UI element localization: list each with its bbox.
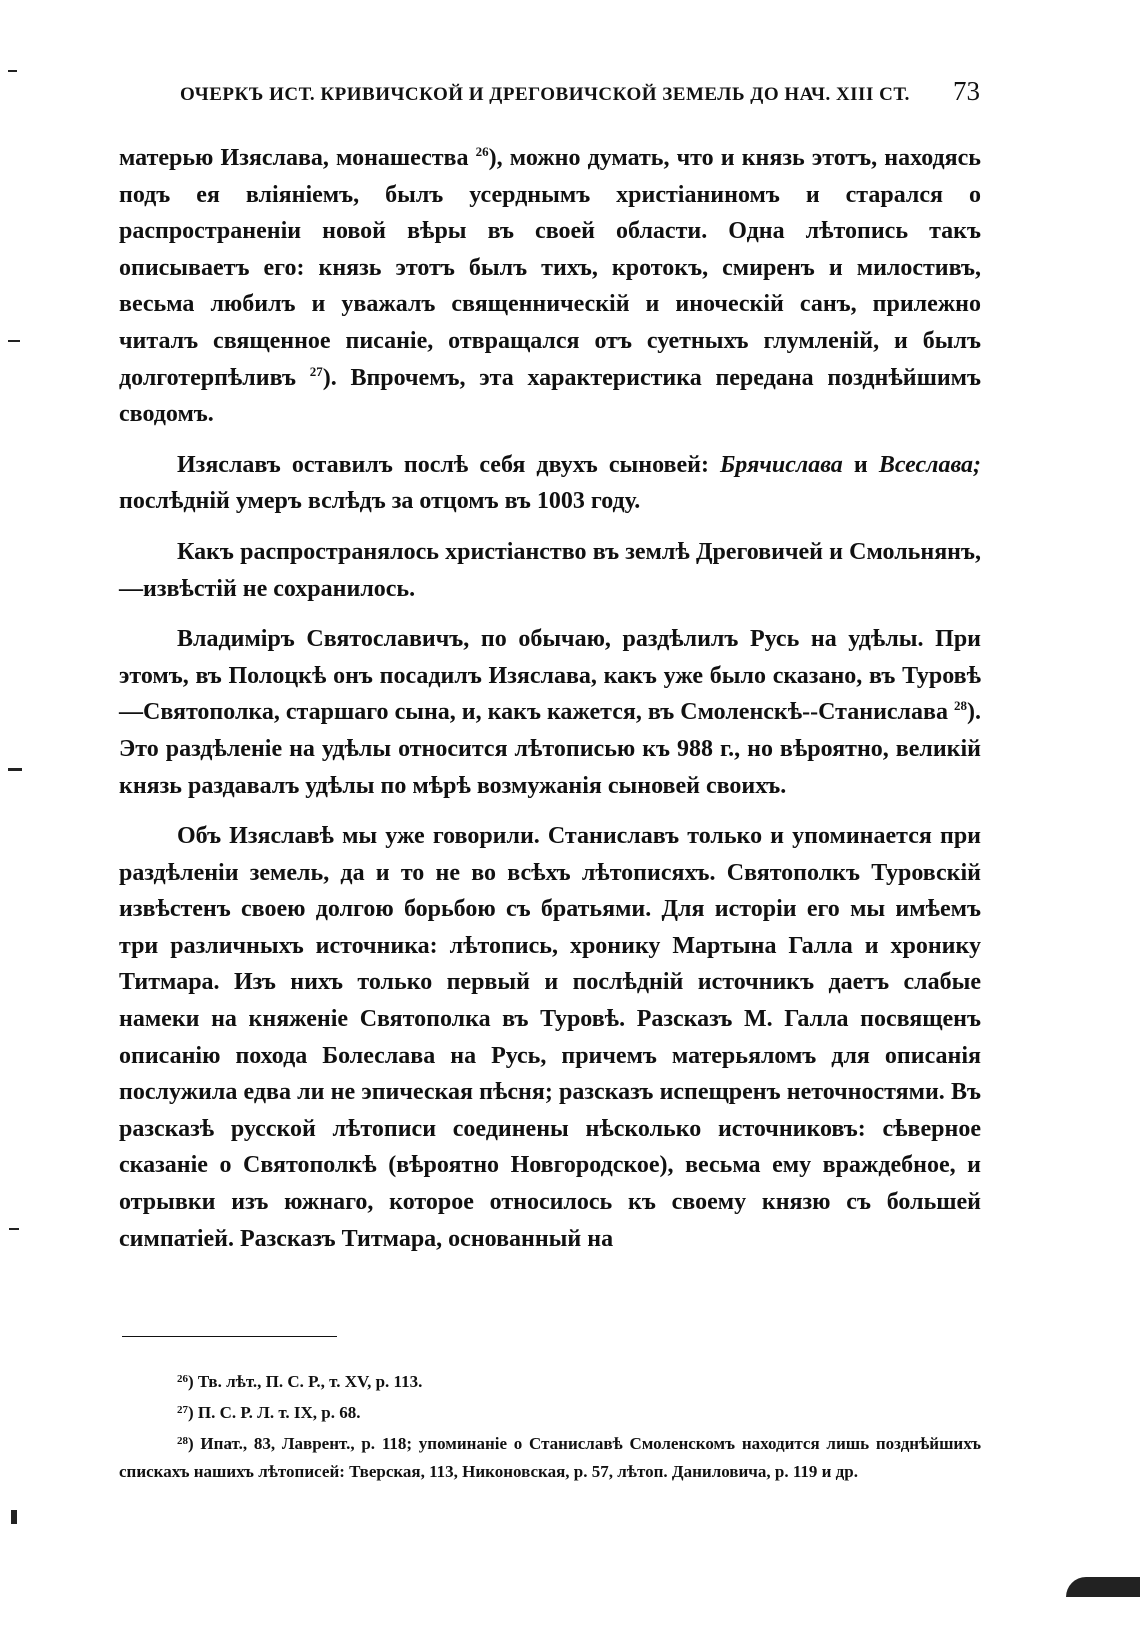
main-text xyxy=(119,140,981,1271)
footnote-ref-28: 28 xyxy=(954,698,967,714)
footnote-27: $^{27}$) П. С. Р. Л. т. IX, p. 68. xyxy=(177,1403,361,1422)
name-bryachislav: Брячислава xyxy=(720,451,843,478)
scan-mark-3 xyxy=(8,768,22,771)
paragraph-4: Владиміръ Святославичъ, по обычаю, раздѣлилъ Русь на удѣлы. При этомъ, въ Полоцкѣ онъ посадилъ Изяслава, какъ уже было сказано, въ Туровѣ—Святополка, старшаго сына, и, какъ кажется, въ Смоленскѣ--Станислава $^{28}$). Это раздѣленіе на удѣлы относится лѣтописью къ 988 г., но вѣроятно, великій князь раздавалъ удѣлы по мѣрѣ возмужанія сыновей своихъ. xyxy=(119,626,981,799)
footnote-ref-26: 26 xyxy=(475,144,489,159)
scan-mark-5 xyxy=(11,1510,17,1524)
footnote-28: $^{28}$) Ипат., 83, Лаврент., p. 118; упоминаніе о Станиславѣ Смоленскомъ находится лишь позднѣйшихъ спискахъ нашихъ лѣтописей: Тверская, 113, Никоновская, p. 57, лѣтоп. Даниловича, p. 119 и др. xyxy=(119,1434,981,1481)
scan-mark-1 xyxy=(8,70,17,72)
paragraph-5: Объ Изяславѣ мы уже говорили. Станиславъ только и упоминается при раздѣленіи земель, да и то не во всѣхъ лѣтописяхъ. Святополкъ Туровскій извѣстенъ своею долгою борьбою съ братьями. Для исторіи его мы имѣемъ три различныхъ источника: лѣтопись, хронику Мартына Галла и хронику Титмара. Изъ нихъ только первый и послѣдній источникъ даетъ слабые намеки на княженіе Святополка въ Туровѣ. Разсказъ М. Галла посвященъ описанію похода Болеслава на Русь, причемъ матерьяломъ для описанія послужила едва ли не эпическая пѣсня; разсказъ испещренъ неточностями. Въ разсказѣ русской лѣтописи соединены нѣсколько источниковъ: сѣверное сказаніе о Святополкѣ (вѣроятно Новгородское), весьма ему враждебное, и отрывки изъ южнаго, которое относилось къ своему князю съ большей симпатіей. Разсказъ Титмара, основанный на xyxy=(119,823,981,1252)
name-vseslav: Всеслава; xyxy=(878,451,982,478)
scan-mark-6 xyxy=(1066,1577,1140,1597)
page-header xyxy=(180,76,980,110)
paragraph-1: матерью Изяслава, монашества $^{26}$), можно думать, что и князь этотъ, находясь подъ ея вліяніемъ, былъ усерднымъ христіаниномъ и старался о распространеніи новой вѣры въ своей области. Одна лѣтопись такъ описываетъ его: князь этотъ былъ тихъ, кротокъ, смиренъ и милостивъ, весьма любилъ и уважалъ священническій и иноческій санъ, прилежно читалъ священное писаніе, отвращался отъ суетныхъ глумленій, и былъ долготерпѣливъ $^{27}$). Впрочемъ, эта характеристика передана позднѣйшимъ сводомъ. xyxy=(119,144,981,428)
footnote-divider xyxy=(122,1336,337,1337)
scan-mark-2 xyxy=(8,340,20,342)
scan-mark-4 xyxy=(9,1228,19,1230)
paragraph-3: Какъ распространялось христіанство въ землѣ Дреговичей и Смольнянъ,—извѣстій не сохранилось. xyxy=(119,538,981,602)
footnote-ref-27: 27 xyxy=(309,363,323,379)
paragraph-2: Изяславъ оставилъ послѣ себя двухъ сыновей: Брячислава и Всеслава; послѣдній умеръ вслѣдъ за отцомъ въ 1003 году. xyxy=(119,451,982,515)
footnotes xyxy=(119,1365,981,1486)
running-title: ОЧЕРКЪ ИСТ. КРИВИЧСКОЙ И ДРЕГОВИЧСКОЙ ЗЕМЕЛЬ ДО НАЧ. XIII СТ. xyxy=(180,84,910,105)
page-number: 73 xyxy=(953,76,980,106)
footnote-26: $^{26}$) Тв. лѣт., П. С. Р., т. XV, p. 113. xyxy=(177,1372,423,1391)
